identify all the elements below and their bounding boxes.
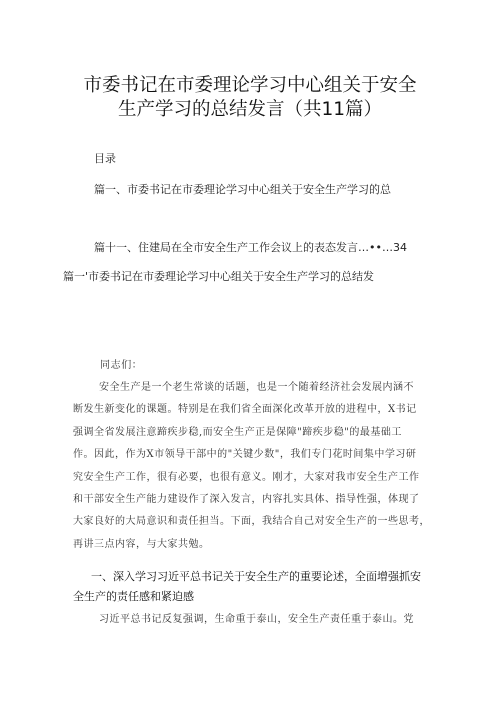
paragraph-line: 大家良好的大局意识和责任担当。下面，我结合自己对安全生产的一些思考， [73, 516, 430, 528]
toc-item-1[interactable]: 篇一、市委书记在市委理论学习中心组关于安全生产学习的总 [94, 183, 391, 196]
subheading-line: 一、深入学习习近平总书记关于安全生产的重要论述，全面增强抓安 [91, 570, 421, 583]
paragraph-line: 究安全生产工作，很有必要，也很有意义。刚才，大家对我市安全生产工作 [73, 471, 420, 483]
section-heading: 篇一'市委书记在市委理论学习中心组关于安全生产学习的总结发 [63, 270, 375, 283]
subheading-1 [73, 567, 441, 607]
paragraph-line: 强调全省发展注意蹄疾步稳,而安全生产正是保障"蹄疾步稳"的最基础工 [73, 426, 402, 438]
toc-heading: 目录 [94, 152, 116, 165]
subheading-line: 全生产的责任感和紧迫感 [73, 590, 194, 603]
paragraph-line: 习近平总书记反复强调，生命重于泰山，安全生产责任重于泰山。党 [99, 614, 414, 625]
title-line-1: 市委书记在市委理论学习中心组关于安全 [83, 75, 417, 96]
salutation: 同志们： [100, 360, 143, 371]
paragraph-2 [73, 609, 433, 631]
paragraph-line: 再讲三点内容，与大家共勉。 [73, 538, 210, 550]
paragraph-line: 安全生产是一个老生常谈的话题，也是一个随着经济社会发展内涵不 [99, 382, 414, 393]
paragraph-1 [73, 377, 433, 556]
toc-item-11[interactable]: 篇十一、住建局在全市安全生产工作会议上的表态发言…••…34 [94, 241, 407, 254]
paragraph-line: 和干部安全生产能力建设作了深入发言，内容扎实具体、指导性强，体现了 [73, 494, 420, 506]
paragraph-line: 作。因此，作为X市领导干部中的"关键少数"，我们专门花时间集中学习研 [73, 449, 417, 461]
document-title [60, 74, 440, 122]
paragraph-line: 断发生新变化的课题。特别是在我们省全面深化改革开放的进程中，X书记 [73, 404, 417, 416]
title-line-2: 生产学习的总结发言（共11篇） [117, 99, 383, 120]
